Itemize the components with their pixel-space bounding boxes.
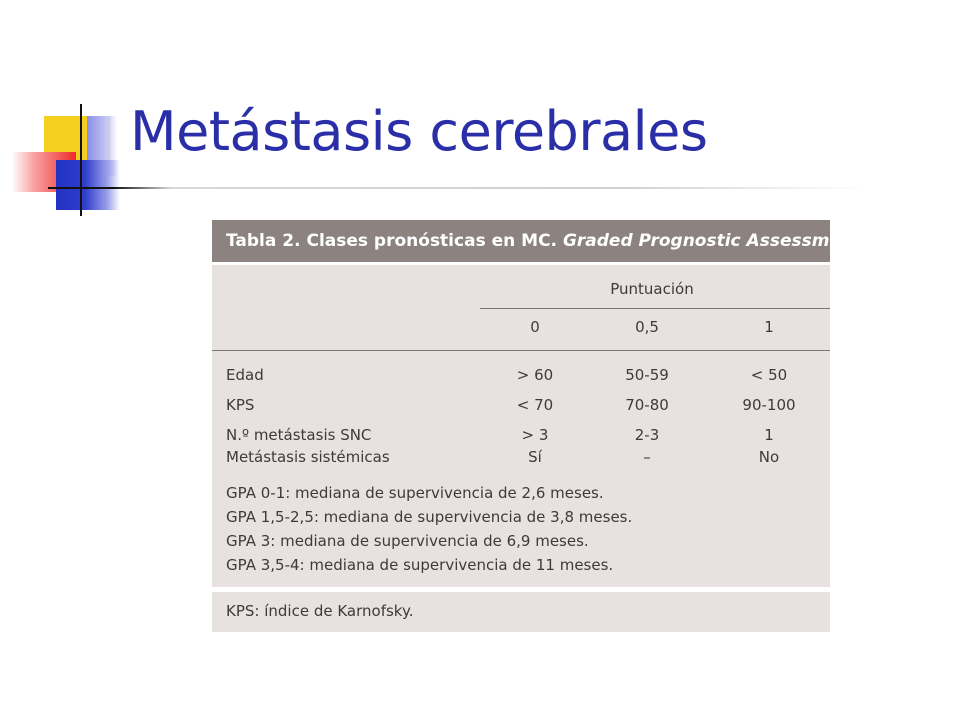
decor-blue-square — [56, 160, 120, 210]
slide-title: Metástasis cerebrales — [130, 100, 708, 163]
row-label: Edad — [226, 366, 264, 384]
decor-vertical-line — [80, 104, 82, 216]
table-cell: 90-100 — [742, 396, 796, 414]
group-header-rule — [480, 308, 830, 309]
table-caption — [212, 220, 862, 262]
table-cell: < 70 — [516, 396, 554, 414]
table-cell: Sí — [528, 448, 542, 466]
header-bottom-rule — [212, 350, 830, 351]
column-header-0: 0 — [530, 318, 540, 336]
group-header-puntuacion: Puntuación — [610, 280, 694, 298]
column-header-1: 1 — [764, 318, 774, 336]
table-cell: No — [758, 448, 780, 466]
table-caption-italic: Graded Prognostic Assessment — [562, 231, 862, 251]
row-label: Metástasis sistémicas — [226, 448, 390, 466]
table-cell: < 50 — [750, 366, 788, 384]
table-cell: 70-80 — [625, 396, 669, 414]
row-label: KPS — [226, 396, 255, 414]
title-underline — [48, 187, 868, 189]
table-cell: 50-59 — [625, 366, 669, 384]
table-cell: 2-3 — [634, 426, 660, 444]
gpa-note: GPA 3: mediana de supervivencia de 6,9 meses. — [226, 532, 589, 550]
table-cell: > 60 — [516, 366, 554, 384]
table-cell: – — [643, 448, 651, 466]
table-cell: > 3 — [521, 426, 549, 444]
table-caption-bold: Tabla 2. Clases pronósticas en MC. — [226, 231, 558, 251]
row-label: N.º metástasis SNC — [226, 426, 372, 444]
table-cell: 1 — [764, 426, 774, 444]
prognostic-table — [212, 220, 862, 632]
column-header-0-5: 0,5 — [635, 318, 659, 336]
gpa-note: GPA 1,5-2,5: mediana de supervivencia de 3,8 meses. — [226, 508, 633, 526]
gpa-note: GPA 3,5-4: mediana de supervivencia de 11 meses. — [226, 556, 614, 574]
table-footnote: KPS: índice de Karnofsky. — [226, 602, 414, 620]
gpa-note: GPA 0-1: mediana de supervivencia de 2,6 meses. — [226, 484, 604, 502]
